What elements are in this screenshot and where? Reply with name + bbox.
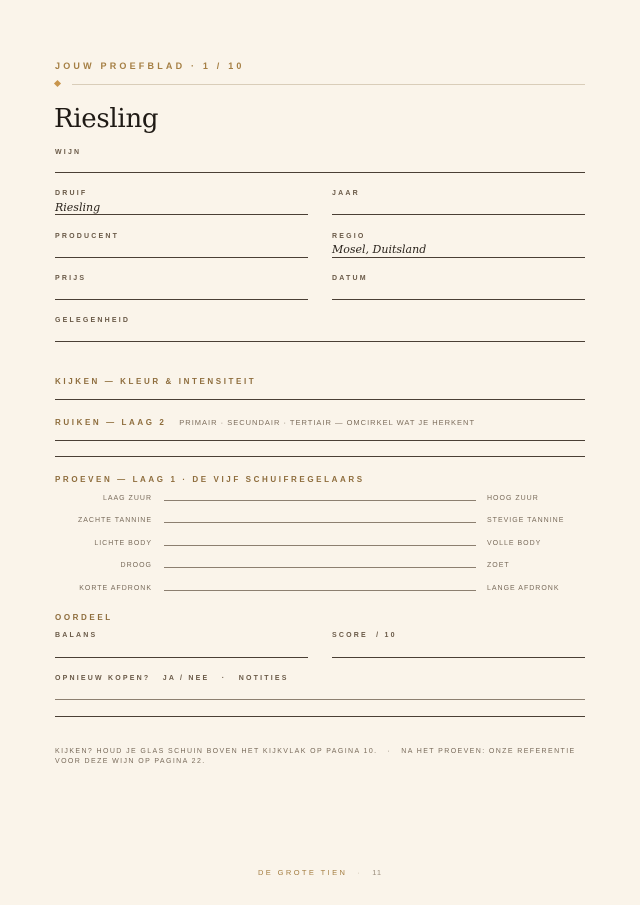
page-footer	[0, 868, 640, 877]
balans-field-line[interactable]	[55, 657, 308, 658]
slider-right-label: STEVIGE TANNINE	[487, 517, 565, 524]
notities-field-line-1[interactable]	[55, 699, 585, 700]
slider-track-zoet[interactable]	[164, 567, 476, 568]
slider-left-label: ZACHTE TANNINE	[77, 517, 152, 524]
page-number: 11	[372, 868, 383, 877]
druif-field-line[interactable]	[55, 214, 308, 215]
slider-left-label: KORTE AFDRONK	[79, 585, 152, 592]
ruiken-subtitle: PRIMAIR · SECUNDAIR · TERTIAIR — OMCIRKEL WAT JE HERKENT	[179, 418, 476, 427]
proeven-heading: PROEVEN — LAAG 1 · DE VIJF SCHUIFREGELAARS	[55, 475, 365, 484]
slider-left-label: DROOG	[120, 562, 152, 569]
slider-right-label: VOLLE BODY	[487, 540, 542, 547]
notities-field-line-2[interactable]	[55, 716, 585, 717]
diamond-icon	[54, 80, 61, 87]
footer-separator: ·	[357, 868, 363, 877]
druif-label: DRUIF	[55, 190, 88, 197]
regio-field-line[interactable]	[332, 257, 585, 258]
kijken-field-line[interactable]	[55, 399, 585, 400]
ruiken-field-line-2[interactable]	[55, 456, 585, 457]
ruiken-field-line-1[interactable]	[55, 440, 585, 441]
slider-track-body[interactable]	[164, 545, 476, 546]
datum-label: DATUM	[332, 275, 368, 282]
ruiken-heading	[55, 418, 475, 427]
jaar-field-line[interactable]	[332, 214, 585, 215]
ruiken-title: RUIKEN — LAAG 2	[55, 418, 167, 427]
slider-left-label: LAAG ZUUR	[102, 495, 152, 502]
kijken-heading: KIJKEN — KLEUR & INTENSITEIT	[55, 377, 257, 386]
gelegenheid-field-line[interactable]	[55, 341, 585, 342]
gelegenheid-label: GELEGENHEID	[55, 317, 131, 324]
datum-field-line[interactable]	[332, 299, 585, 300]
header-divider	[72, 84, 585, 85]
regio-label: REGIO	[332, 233, 366, 240]
producent-label: PRODUCENT	[55, 233, 120, 240]
score-label: SCORE / 10	[332, 632, 397, 639]
jaar-label: JAAR	[332, 190, 360, 197]
producent-field-line[interactable]	[55, 257, 308, 258]
slider-track-tannine[interactable]	[164, 522, 476, 523]
sheet-eyebrow: JOUW PROEFBLAD · 1 / 10	[55, 61, 245, 71]
druif-value[interactable]: Riesling	[55, 201, 101, 214]
score-field-line[interactable]	[332, 657, 585, 658]
slider-left-label: LICHTE BODY	[94, 540, 152, 547]
prijs-label: PRIJS	[55, 275, 87, 282]
slider-track-zuur[interactable]	[164, 500, 476, 501]
opnieuw-label: OPNIEUW KOPEN? JA / NEE · NOTITIES	[55, 675, 289, 682]
slider-track-afdronk[interactable]	[164, 590, 476, 591]
slider-right-label: HOOG ZUUR	[487, 495, 539, 502]
reference-note: KIJKEN? HOUD JE GLAS SCHUIN BOVEN HET KIJKVLAK OP PAGINA 10. · NA HET PROEVEN: ONZE REFERENTIE VOOR DEZE WIJN OP PAGINA 22.	[55, 748, 579, 765]
slider-right-label: LANGE AFDRONK	[487, 585, 560, 592]
balans-label: BALANS	[55, 632, 98, 639]
regio-value[interactable]: Mosel, Duitsland	[332, 243, 427, 256]
wine-title: Riesling	[54, 104, 159, 134]
oordeel-heading: OORDEEL	[55, 613, 113, 622]
wine-label: WIJN	[55, 149, 82, 156]
footer-title: DE GROTE TIEN	[257, 868, 348, 877]
prijs-field-line[interactable]	[55, 299, 308, 300]
slider-right-label: ZOET	[487, 562, 510, 569]
wine-field-line[interactable]	[55, 172, 585, 173]
